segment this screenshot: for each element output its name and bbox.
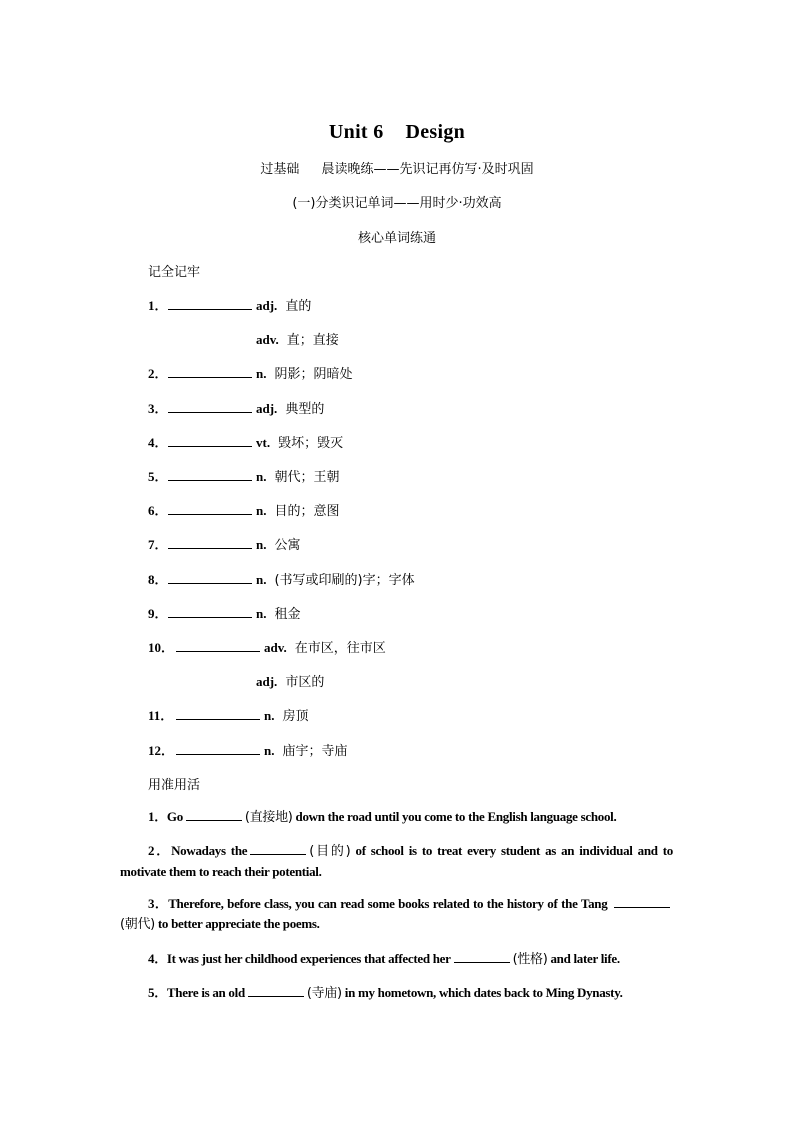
vocab-item bbox=[148, 432, 343, 452]
vocab-item bbox=[148, 500, 340, 520]
sentence-number: 4． bbox=[148, 951, 167, 966]
vocab-number: 6． bbox=[148, 503, 168, 518]
sentence-hint: (寺庙) bbox=[306, 986, 342, 1001]
sentence-text-before: Go bbox=[166, 809, 183, 824]
part-of-speech: n. bbox=[264, 743, 275, 758]
part-of-speech: n. bbox=[256, 469, 267, 484]
answer-blank[interactable] bbox=[168, 569, 252, 584]
vocab-number: 1． bbox=[148, 298, 168, 313]
vocab-number: 12． bbox=[148, 743, 175, 758]
part-of-speech: adv. bbox=[264, 640, 287, 655]
vocab-item bbox=[148, 329, 339, 349]
vocab-number: 11． bbox=[148, 708, 174, 723]
vocab-item bbox=[148, 740, 348, 760]
vocab-item bbox=[148, 705, 309, 725]
vocab-item bbox=[148, 466, 340, 486]
word-meaning: 在市区，往市区 bbox=[294, 641, 386, 656]
part-of-speech: n. bbox=[256, 606, 267, 621]
sentence-item bbox=[120, 841, 673, 882]
vocab-number: 7． bbox=[148, 537, 168, 552]
answer-blank[interactable] bbox=[614, 894, 670, 908]
answer-blank[interactable] bbox=[248, 983, 304, 997]
word-meaning: 庙宇；寺庙 bbox=[282, 744, 348, 759]
sentence-item bbox=[120, 983, 673, 1004]
vocab-number: 9． bbox=[148, 606, 168, 621]
part-of-speech: n. bbox=[256, 537, 267, 552]
word-meaning: 房顶 bbox=[282, 709, 309, 724]
sentence-number: 2． bbox=[148, 843, 172, 858]
part-of-speech: vt. bbox=[256, 435, 271, 450]
answer-blank[interactable] bbox=[454, 949, 510, 963]
word-meaning: 直的 bbox=[285, 299, 312, 314]
sentence-hint: (目的) bbox=[309, 844, 351, 859]
vocab-number: 5． bbox=[148, 469, 168, 484]
vocab-number: 10． bbox=[148, 640, 175, 655]
answer-blank[interactable] bbox=[168, 398, 252, 413]
subtitle-line-3: 核心单词练通 bbox=[357, 231, 436, 246]
answer-blank[interactable] bbox=[186, 807, 242, 821]
word-meaning: 直；直接 bbox=[286, 333, 339, 348]
unit-topic: Design bbox=[405, 121, 466, 143]
vocab-item bbox=[148, 295, 311, 315]
answer-blank[interactable] bbox=[168, 603, 252, 618]
answer-blank[interactable] bbox=[250, 841, 306, 855]
word-meaning: 阴影；阴暗处 bbox=[274, 367, 353, 382]
sentence-number: 1． bbox=[148, 809, 167, 824]
vocab-number: 3． bbox=[148, 401, 168, 416]
sentence-item bbox=[120, 807, 673, 828]
vocab-section-heading: 记全记牢 bbox=[148, 265, 201, 280]
part-of-speech: n. bbox=[256, 503, 267, 518]
sentence-hint: (性格) bbox=[512, 952, 548, 967]
vocab-item bbox=[148, 398, 324, 418]
word-meaning: 朝代；王朝 bbox=[274, 470, 340, 485]
sentence-item bbox=[120, 894, 673, 935]
word-meaning: 公寓 bbox=[274, 538, 301, 553]
answer-blank[interactable] bbox=[176, 705, 260, 720]
answer-blank[interactable] bbox=[168, 363, 252, 378]
unit-number: Unit 6 bbox=[328, 121, 384, 143]
subtitle-part-a: 过基础 bbox=[260, 162, 300, 177]
sentence-number: 3． bbox=[148, 896, 169, 911]
answer-blank[interactable] bbox=[176, 740, 260, 755]
word-meaning: 毁坏；毁灭 bbox=[278, 436, 344, 451]
sentence-text-after: to better appreciate the poems. bbox=[157, 916, 320, 931]
vocab-number: 4． bbox=[148, 435, 168, 450]
word-meaning: 目的；意图 bbox=[274, 504, 340, 519]
sentence-number: 5． bbox=[148, 985, 167, 1000]
unit-title bbox=[0, 121, 794, 144]
vocab-item bbox=[148, 569, 415, 589]
sentence-text-after: and later life. bbox=[550, 951, 620, 966]
sentence-text-after: of school is to treat every student as an individual and to motivate them to reach their potential. bbox=[120, 843, 673, 879]
answer-blank[interactable] bbox=[168, 500, 252, 515]
subtitle-part-b: 晨读晚练——先识记再仿写·及时巩固 bbox=[321, 162, 534, 177]
part-of-speech: adj. bbox=[256, 298, 278, 313]
sentence-text-after: down the road until you come to the English language school. bbox=[295, 809, 617, 824]
subtitle-line-2: (一)分类识记单词——用时少·功效高 bbox=[292, 196, 502, 211]
vocab-number: 8． bbox=[148, 572, 168, 587]
vocab-item bbox=[148, 363, 353, 383]
answer-blank[interactable] bbox=[168, 432, 252, 447]
vocab-item bbox=[148, 637, 386, 657]
sentence-hint: (直接地) bbox=[244, 810, 293, 825]
word-meaning: 典型的 bbox=[285, 402, 325, 417]
word-meaning: 市区的 bbox=[285, 675, 325, 690]
part-of-speech: adv. bbox=[256, 332, 279, 347]
vocab-item bbox=[148, 603, 301, 623]
vocab-number: 2． bbox=[148, 366, 168, 381]
part-of-speech: n. bbox=[256, 366, 267, 381]
part-of-speech: n. bbox=[264, 708, 275, 723]
part-of-speech: adj. bbox=[256, 674, 278, 689]
part-of-speech: n. bbox=[256, 572, 267, 587]
answer-blank[interactable] bbox=[168, 534, 252, 549]
sentence-text-before: There is an old bbox=[166, 985, 245, 1000]
sentence-item bbox=[120, 949, 673, 970]
answer-blank[interactable] bbox=[168, 466, 252, 481]
usage-section-heading: 用准用活 bbox=[148, 778, 201, 793]
sentence-hint: (朝代) bbox=[120, 917, 155, 932]
word-meaning: (书写或印刷的)字；字体 bbox=[274, 573, 415, 588]
part-of-speech: adj. bbox=[256, 401, 278, 416]
vocab-item bbox=[148, 534, 301, 554]
vocab-item bbox=[148, 671, 324, 691]
word-meaning: 租金 bbox=[274, 607, 301, 622]
sentence-text-after: in my hometown, which dates back to Ming Dynasty. bbox=[344, 985, 623, 1000]
sentence-text-before: Therefore, before class, you can read some books related to the history of the Tang bbox=[168, 896, 608, 911]
sentence-text-before: It was just her childhood experiences that affected her bbox=[166, 951, 451, 966]
sentence-text-before: Nowadays the bbox=[171, 843, 248, 858]
subtitle-line-1 bbox=[0, 158, 794, 177]
answer-blank[interactable] bbox=[176, 637, 260, 652]
answer-blank[interactable] bbox=[168, 295, 252, 310]
